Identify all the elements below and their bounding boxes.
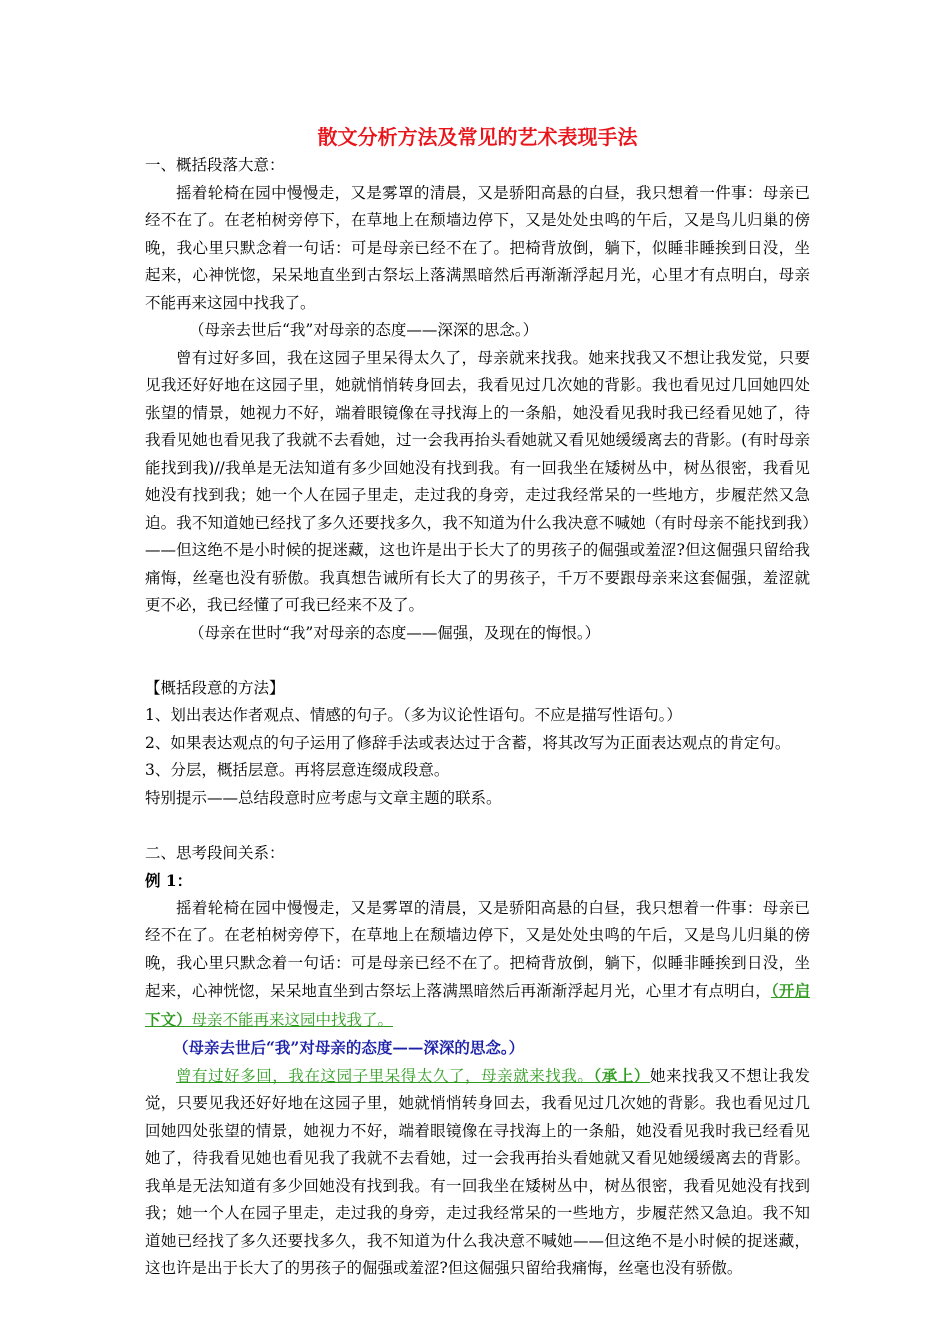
spacer bbox=[145, 647, 810, 675]
special-tip: 特别提示——总结段意时应考虑与文章主题的联系。 bbox=[145, 788, 502, 807]
methods-heading: 【概括段意的方法】 bbox=[145, 678, 285, 697]
method-item: 2、如果表达观点的句子运用了修辞手法或表达过于含蓄，将其改写为正面表达观点的肯定句。 bbox=[145, 733, 791, 752]
paragraph bbox=[145, 895, 810, 1035]
annotation-note: （母亲去世后“我”对母亲的态度——深深的思念。） bbox=[189, 321, 539, 339]
example-label: 例 1： bbox=[145, 871, 193, 890]
spacer bbox=[145, 812, 810, 840]
section-heading-summary: 一、概括段落大意： bbox=[145, 156, 285, 174]
section-heading-relations: 二、思考段间关系： bbox=[145, 843, 285, 862]
method-item: 3、分层，概括层意。再将层意连缀成段意。 bbox=[145, 761, 450, 779]
paragraph-text: 摇着轮椅在园中慢慢走，又是雾罩的清晨，又是骄阳高悬的白昼，我只想着一件事：母亲已经不在了。在老柏树旁停下，在草地上在颓墙边停下，又是处处虫鸣的午后，又是鸟儿归巢的傍晚，我心里只默念着一句话：可是母亲已经不在了。把椅背放倒，躺下，似睡非睡挨到日没，坐起来，心神恍惚，呆呆地直坐到古祭坛上落满黑暗然后再渐渐浮起月光，心里才有点明白， bbox=[145, 898, 810, 1000]
annotation-note-blue: （母亲去世后“我”对母亲的态度——深深的思念。） bbox=[173, 1038, 525, 1057]
document-page bbox=[145, 118, 810, 1283]
tag-open-next: （开启下文） bbox=[145, 981, 810, 1029]
paragraph-text: 她来找我又不想让我发觉，只要见我还好好地在这园子里，她就悄悄转身回去，我看见过几次她的背影。我也看见过几回她四处张望的情景，她视力不好，端着眼镜像在寻找海上的一条船，她没看见我时我已经看见她了，待我看见她也看见我了我就不去看她，过一会我再抬头看她就又看见她缓缓离去的背影。我单是无法知道有多少回她没有找到我。有一回我坐在矮树丛中，树丛很密，我看见她没有找到我；她一个人在园子里走，走过我的身旁，走过我经常呆的一些地方，步履茫然又急迫。我不知道她已经找了多久还要找多久，我不知道为什么我决意不喊她——但这绝不是小时候的捉迷藏，这也许是出于长大了的男孩子的倔强或羞涩?但这倔强只留给我痛悔，丝毫也没有骄傲。 bbox=[145, 1066, 810, 1277]
paragraph: 摇着轮椅在园中慢慢走，又是雾罩的清晨，又是骄阳高悬的白昼，我只想着一件事：母亲已经不在了。在老柏树旁停下，在草地上在颓墙边停下，又是处处虫鸣的午后，又是鸟儿归巢的傍晚，我心里只默念着一句话：可是母亲已经不在了。把椅背放倒，躺下，似睡非睡挨到日没，坐起来，心神恍惚，呆呆地直坐到古祭坛上落满黑暗然后再渐渐浮起月光，心里才有点明白，母亲不能再来这园中找我了。 bbox=[145, 183, 810, 312]
paragraph bbox=[145, 1062, 810, 1283]
page-title: 散文分析方法及常见的艺术表现手法 bbox=[317, 125, 638, 149]
method-item: 1、划出表达作者观点、情感的句子。（多为议论性语句。不应是描写性语句。） bbox=[145, 706, 682, 724]
annotation-note: （母亲在世时“我”对母亲的态度——倔强，及现在的悔恨。） bbox=[189, 623, 601, 642]
highlighted-sentence: 曾有过好多回，我在这园子里呆得太久了，母亲就来找我。 bbox=[176, 1066, 594, 1085]
tag-continue: （承上） bbox=[593, 1065, 650, 1085]
highlighted-sentence: 母亲不能再来这园中找我了。 bbox=[191, 1010, 394, 1029]
paragraph: 曾有过好多回，我在这园子里呆得太久了，母亲就来找我。她来找我又不想让我发觉，只要见我还好好地在这园子里，她就悄悄转身回去，我看见过几次她的背影。我也看见过几回她四处张望的情景，她视力不好，端着眼镜像在寻找海上的一条船，她没看见我时我已经看见她了，待我看见她也看见我了我就不去看她，过一会我再抬头看她就又看见她缓缓离去的背影。(有时母亲能找到我)//我单是无法知道有多少回她没有找到我。有一回我坐在矮树丛中，树丛很密，我看见她没有找到我；她一个人在园子里走，走过我的身旁，走过我经常呆的一些地方，步履茫然又急迫。我不知道她已经找了多久还要找多久，我不知道为什么我决意不喊她（有时母亲不能找到我）——但这绝不是小时候的捉迷藏，这也许是出于长大了的男孩子的倔强或羞涩?但这倔强只留给我痛悔，丝毫也没有骄傲。我真想告诫所有长大了的男孩子，千万不要跟母亲来这套倔强，羞涩就更不必，我已经懂了可我已经来不及了。 bbox=[145, 348, 810, 614]
